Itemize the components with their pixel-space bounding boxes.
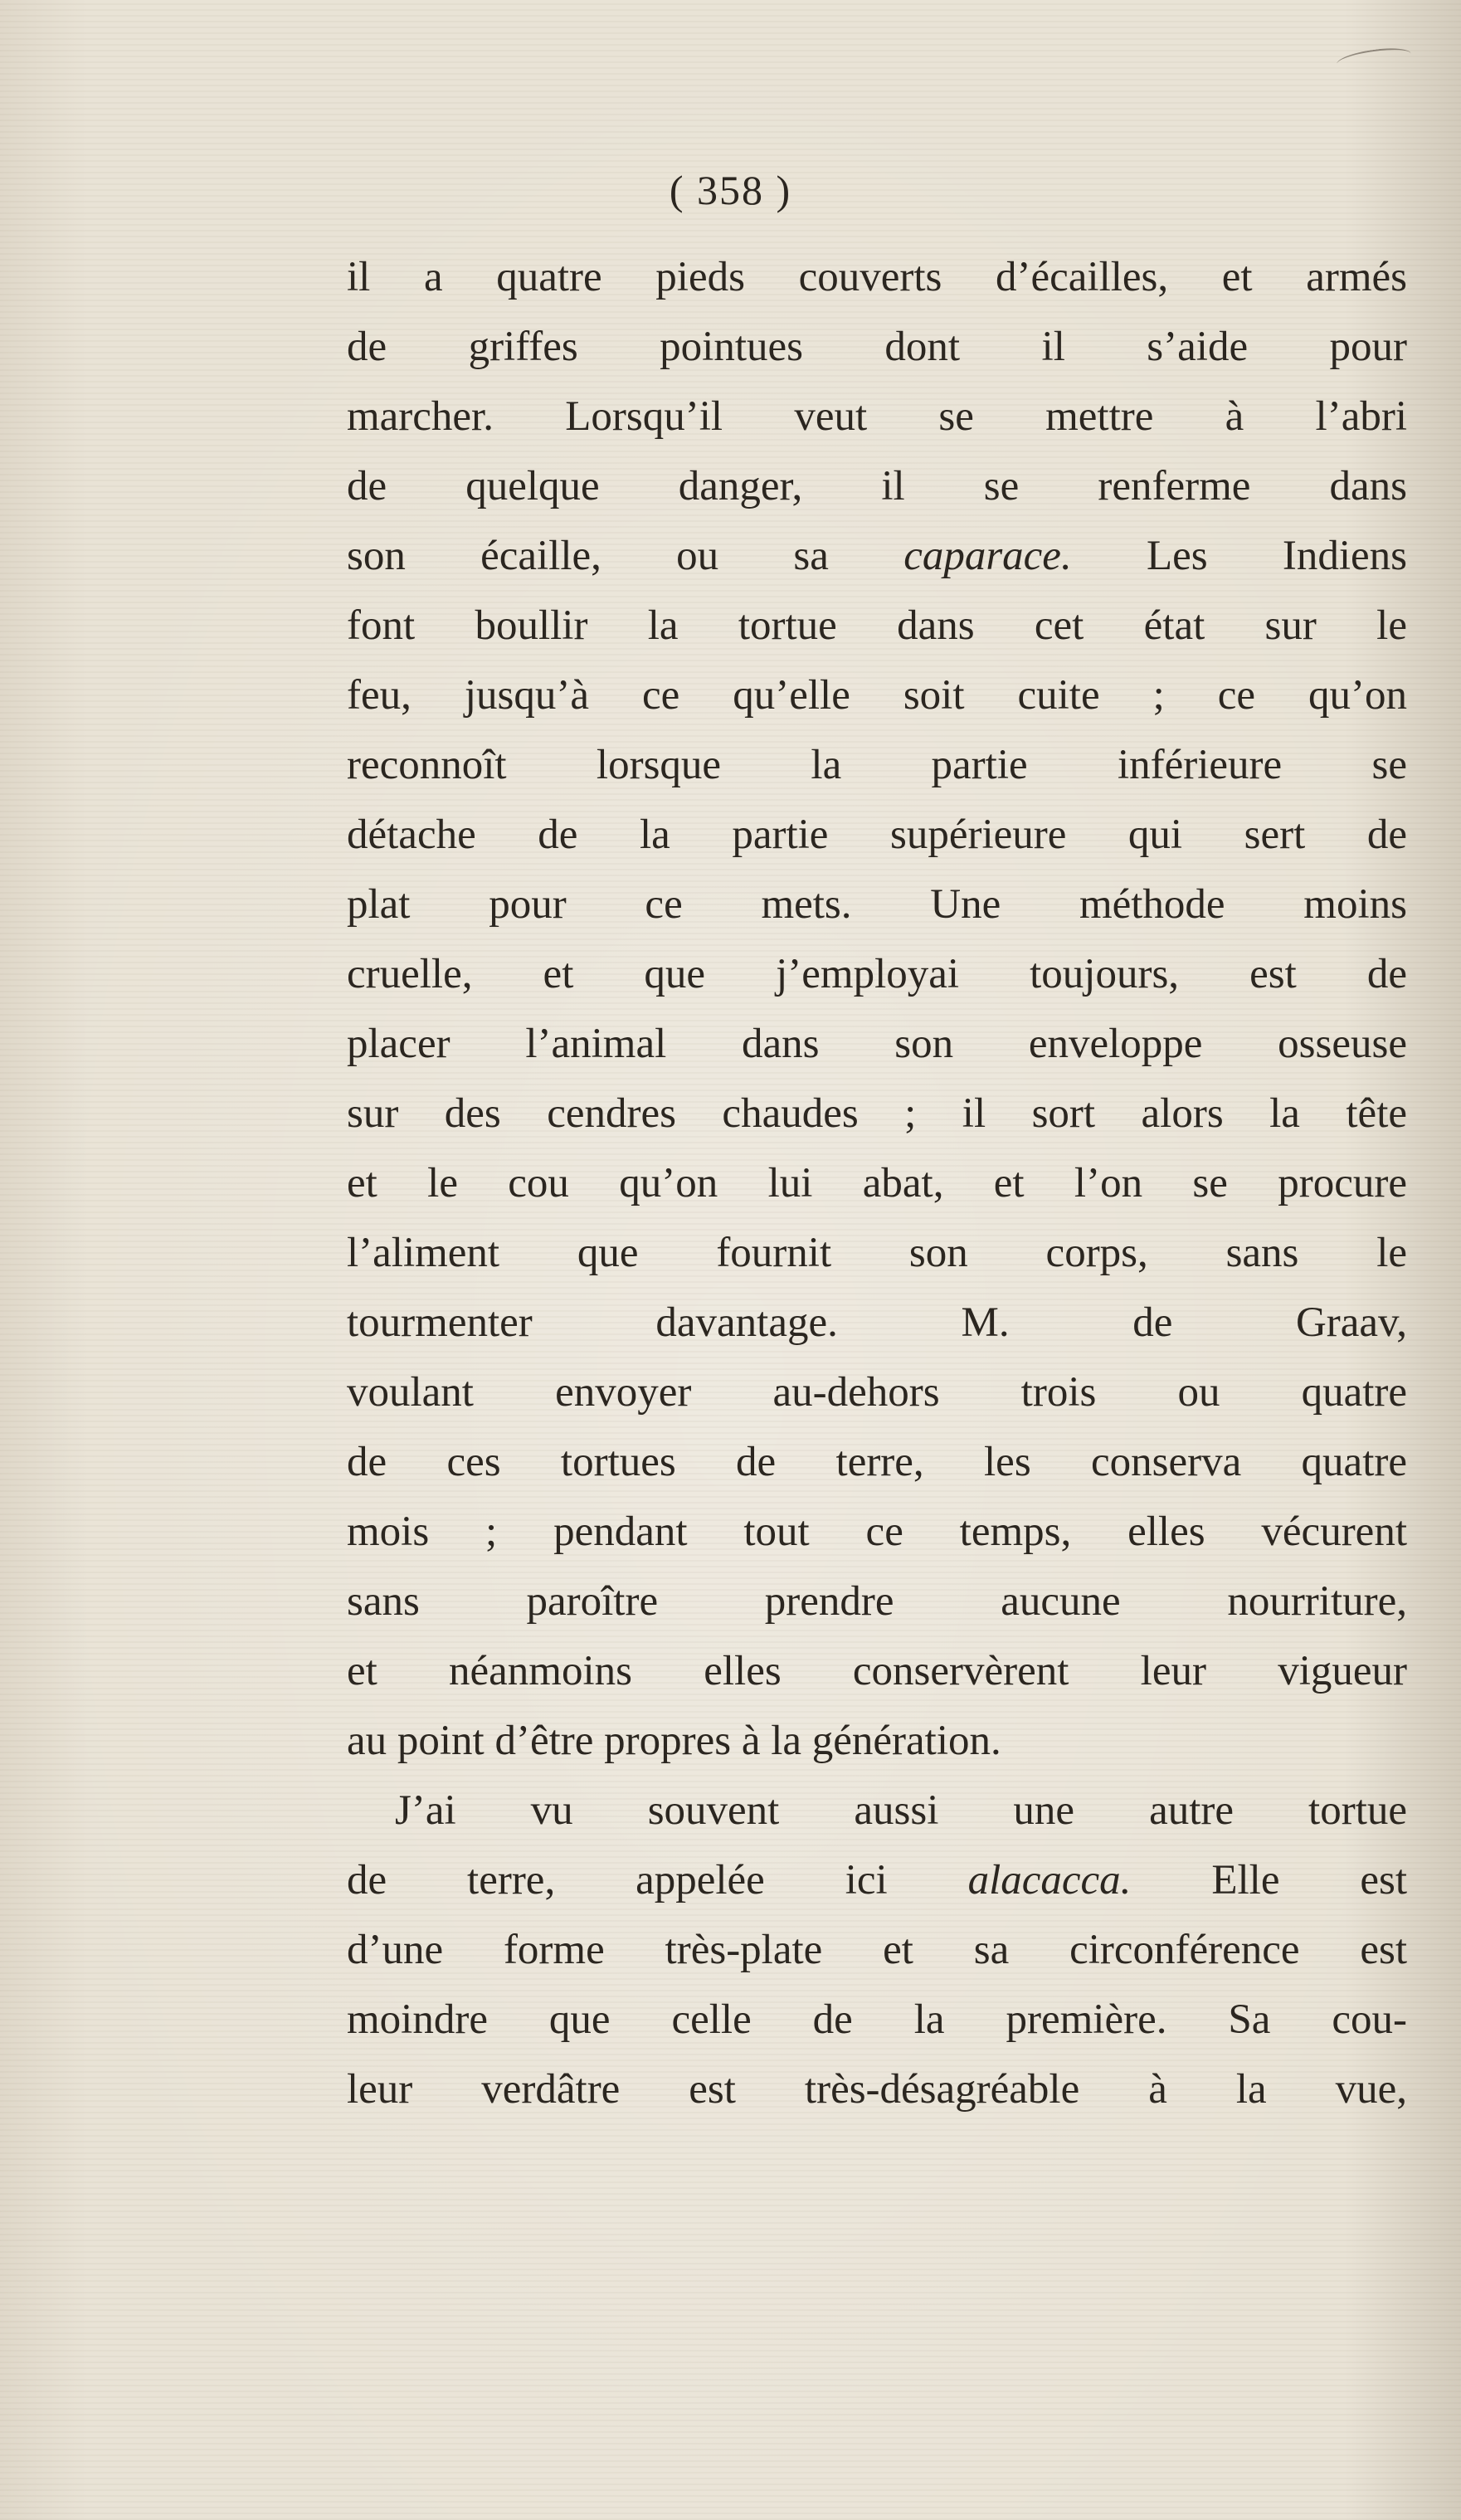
text-line: d’une forme très-plate et sa circonférence est [347, 1927, 1407, 1973]
text-line: de quelque danger, il se renferme dans [347, 463, 1407, 509]
text-line: détache de la partie supérieure qui sert de [347, 812, 1407, 858]
text-line: reconnoît lorsque la partie inférieure se [347, 742, 1407, 788]
page-edge-mark [1336, 45, 1412, 73]
text-line [347, 521, 1407, 591]
text-line: voulant envoyer au-dehors trois ou quatre [347, 1369, 1407, 1416]
text-line: moindre que celle de la première. Sa cou- [347, 1996, 1407, 2043]
text-line: de griffes pointues dont il s’aide pour [347, 324, 1407, 370]
text-fragment: Elle est [1131, 1857, 1408, 1903]
text-line: tourmenter davantage. M. de Graav, [347, 1299, 1407, 1346]
text-line: J’ai vu souvent aussi une autre tortue [395, 1787, 1407, 1834]
italic-term-alacacca: alacacca. [967, 1857, 1132, 1903]
text-line: et néanmoins elles conservèrent leur vigueur [347, 1648, 1407, 1694]
text-line: font boullir la tortue dans cet état sur le [347, 602, 1407, 649]
paragraph-2 [347, 1776, 1407, 2124]
paragraph-1 [347, 242, 1407, 1776]
text-line [347, 1845, 1407, 1915]
text-line: cruelle, et que j’employai toujours, est de [347, 951, 1407, 997]
text-line: au point d’être propres à la génération. [347, 1718, 1001, 1764]
text-line: mois ; pendant tout ce temps, elles vécurent [347, 1509, 1407, 1555]
text-line: placer l’animal dans son enveloppe osseuse [347, 1021, 1407, 1067]
text-fragment: son écaille, ou sa [347, 533, 904, 579]
text-fragment: de terre, appelée ici [347, 1857, 968, 1903]
text-line: l’aliment que fournit son corps, sans le [347, 1230, 1407, 1276]
body-text [347, 242, 1407, 2124]
page-number: ( 358 ) [669, 167, 792, 213]
text-line: sans paroître prendre aucune nourriture, [347, 1578, 1407, 1625]
text-line: feu, jusqu’à ce qu’elle soit cuite ; ce qu’on [347, 672, 1407, 719]
text-line: plat pour ce mets. Une méthode moins [347, 881, 1407, 928]
text-fragment: Les Indiens [1071, 533, 1407, 579]
text-line: et le cou qu’on lui abat, et l’on se procure [347, 1160, 1407, 1206]
text-line: sur des cendres chaudes ; il sort alors la tête [347, 1090, 1407, 1137]
text-line: de ces tortues de terre, les conserva quatre [347, 1439, 1407, 1485]
text-line: leur verdâtre est très-désagréable à la vue, [347, 2066, 1407, 2113]
text-line: marcher. Lorsqu’il veut se mettre à l’abri [347, 393, 1407, 440]
italic-term-caparace: caparace. [903, 533, 1072, 579]
text-line: il a quatre pieds couverts d’écailles, et armés [347, 254, 1407, 300]
